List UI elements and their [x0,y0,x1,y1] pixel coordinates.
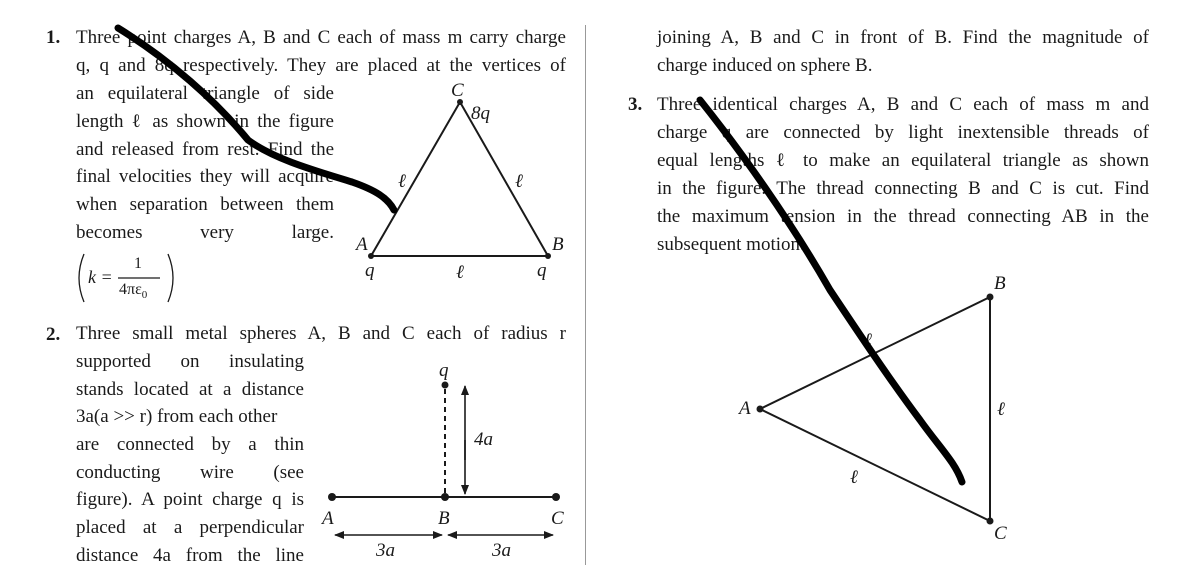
q1-charge-c: 8q [471,103,490,124]
q1-line-8: becomes very large. [76,222,334,243]
q1-line-5: and released from rest. Find the [76,139,334,160]
k-denominator: $4\pi\varepsilon_0$ [119,281,148,302]
q2-label-c: C [551,508,564,529]
q3-line-2: charge q are connected by light inextensible threads of [657,122,1149,143]
q2-cont-line-1: joining A, B and C in front of B. Find the magnitude of [657,27,1149,48]
q2-line-3: stands located at a distance [76,379,304,400]
q2-charge-q: q [439,360,449,381]
q1-line-3: an equilateral triangle of side [76,83,334,104]
q3-line-1: Three identical charges A, B and C each of mass m and [657,94,1149,115]
q2-line-6: conducting wire (see [76,462,304,483]
q3-line-3: equal lengths ℓ to make an equilateral triangle as shown [657,150,1149,171]
k-numerator: 1 [134,255,142,272]
q2-number: 2. [46,324,61,345]
q1-line-4: length ℓ as shown in the figure [76,111,334,132]
q3-side-bottom: ℓ [850,467,858,488]
q1-side-left: ℓ [398,171,406,192]
q3-number: 3. [628,94,643,115]
q2-line-5: are connected by a thin [76,434,304,455]
q2-line-9: distance 4a from the line [76,545,304,566]
q2-line-8: placed at a perpendicular [76,517,304,538]
q1-vertex-b: B [552,234,564,255]
q1-number: 1. [46,27,61,48]
q2-label-a: A [322,508,334,529]
q3-line-4: in the figure. The thread connecting B and C is cut. Find [657,178,1149,199]
q2-label-b: B [438,508,450,529]
q3-vertex-c: C [994,523,1007,544]
q2-line-2: supported on insulating [76,351,304,372]
ink-stroke-left [118,28,394,210]
q3-vertex-a: A [739,398,751,419]
q1-line-1: Three point charges A, B and C each of mass m carry charge [76,27,566,48]
ink-stroke-right [700,100,962,482]
q1-line-7: when separation between them [76,194,334,215]
q3-vertex-b: B [994,273,1006,294]
q2-line-7: figure). A point charge q is [76,489,304,510]
q2-height-label: 4a [474,429,493,450]
q3-side-top: ℓ [864,330,872,351]
q2-line-4: 3a(a >> r) from each other [76,406,278,427]
q1-charge-a: q [365,260,375,281]
q2-line-1: Three small metal spheres A, B and C each of radius r [76,323,566,344]
q1-vertex-a: A [356,234,368,255]
q1-charge-b: q [537,260,547,281]
q3-side-right: ℓ [997,399,1005,420]
q2-spacing-left: 3a [376,540,395,561]
q1-side-right: ℓ [515,171,523,192]
k-lhs: k = [88,267,113,287]
q2-cont-line-2: charge induced on sphere B. [657,55,873,76]
q1-side-bottom: ℓ [456,262,464,283]
q1-line-6: final velocities they will acquire [76,166,334,187]
q3-line-6: subsequent motion. [657,234,805,255]
q3-line-5: the maximum tension in the thread connecting AB in the [657,206,1149,227]
q1-line-2: q, q and 8q respectively. They are placed at the vertices of [76,55,566,76]
q1-vertex-c: C [451,80,464,101]
q2-spacing-right: 3a [492,540,511,561]
